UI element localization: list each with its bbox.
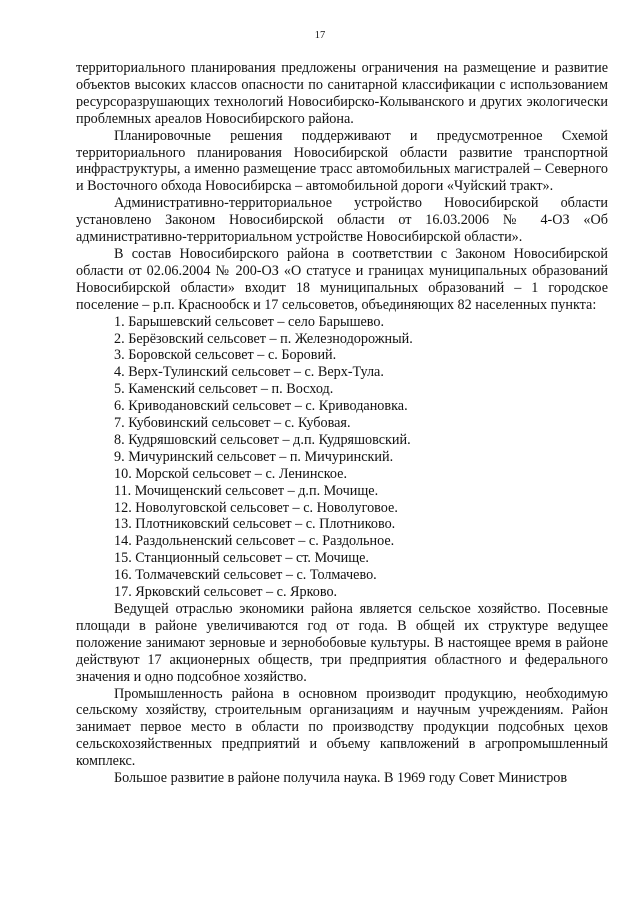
list-item: 8. Кудряшовский сельсовет – д.п. Кудряшовский. (114, 431, 411, 448)
paragraph-transport: Планировочные решения поддерживают и предусмотренное Схемой территориального планирования Новосибирской области развитие транспортной инфраструктуры, а именно размещение трасс автомобильных магистралей – Северного и Восточного обхода Новосибирска – автомобильной дороги «Чуйский тракт». (76, 127, 608, 195)
list-item: 14. Раздольненский сельсовет – с. Раздольное. (114, 533, 395, 550)
list-item: 13. Плотниковский сельсовет – с. Плотниково. (114, 516, 396, 533)
list-item: 9. Мичуринский сельсовет – п. Мичуринский. (114, 448, 394, 465)
list-item: 10. Морской сельсовет – с. Ленинское. (114, 465, 348, 482)
list-item: 15. Станционный сельсовет – ст. Мочище. (114, 550, 369, 567)
list-item: 1. Барышевский сельсовет – село Барышево. (114, 313, 385, 330)
document-body (76, 60, 608, 787)
list-item: 7. Кубовинский сельсовет – с. Кубовая. (114, 415, 351, 432)
paragraph-agriculture: Ведущей отраслью экономики района является сельское хозяйство. Посевные площади в районе увеличиваются год от года. В общей их структуре ведущее положение занимают зерновые и зернобобовые культуры. В настоящее время в районе действуют 17 акционерных обществ, три предприятия областного и федерального значения и одно подсобное хозяйство. (76, 601, 608, 685)
list-item: 3. Боровской сельсовет – с. Боровий. (114, 347, 337, 364)
list-item: 2. Берёзовский сельсовет – п. Железнодорожный. (114, 330, 413, 347)
selsovet-list (76, 314, 608, 601)
list-item: 12. Новолуговской сельсовет – с. Новолуговое. (114, 499, 398, 516)
list-item: 4. Верх-Тулинский сельсовет – с. Верх-Тула. (114, 364, 384, 381)
list-item: 6. Криводановский сельсовет – с. Криводановка. (114, 398, 408, 415)
paragraph-industry: Промышленность района в основном производит продукцию, необходимую сельскому хозяйству, строительным организациям и научным учреждениям. Район занимает первое место в области по производству продукции подсобных цехов сельскохозяйственных предприятий и объему капвложений в агропромышленный комплекс. (76, 685, 608, 770)
paragraph-administrative-structure: Административно-территориальное устройство Новосибирской области установлено Законом Новосибирской области от 16.03.2006 № 4-ОЗ «Об административно-территориальном устройстве Новосибирской области». (76, 195, 608, 246)
paragraph-municipal-composition: В состав Новосибирского района в соответствии с Законом Новосибирской области от 02.06.2004 № 200-ОЗ «О статусе и границах муниципальных образований Новосибирской области» входит 18 муниципальных образований – 1 городское поселение – р.п. Краснообск и 17 сельсоветов, объединяющих 82 населенных пункта: (76, 245, 608, 313)
list-item: 17. Ярковский сельсовет – с. Ярково. (114, 584, 338, 601)
paragraph-science: Большое развитие в районе получила наука. В 1969 году Совет Министров (114, 770, 568, 787)
page-number: 17 (314, 30, 326, 41)
list-item: 5. Каменский сельсовет – п. Восход. (114, 381, 334, 398)
paragraph-continuation: территориального планирования предложены ограничения на размещение и развитие объектов высоких классов опасности по санитарной классификации с использованием ресурсоразрушающих технологий Новосибирско-Колыванского и других экологически проблемных ареалов Новосибирского района. (76, 60, 608, 127)
list-item: 11. Мочищенский сельсовет – д.п. Мочище. (114, 482, 379, 499)
list-item: 16. Толмачевский сельсовет – с. Толмачево. (114, 567, 377, 584)
